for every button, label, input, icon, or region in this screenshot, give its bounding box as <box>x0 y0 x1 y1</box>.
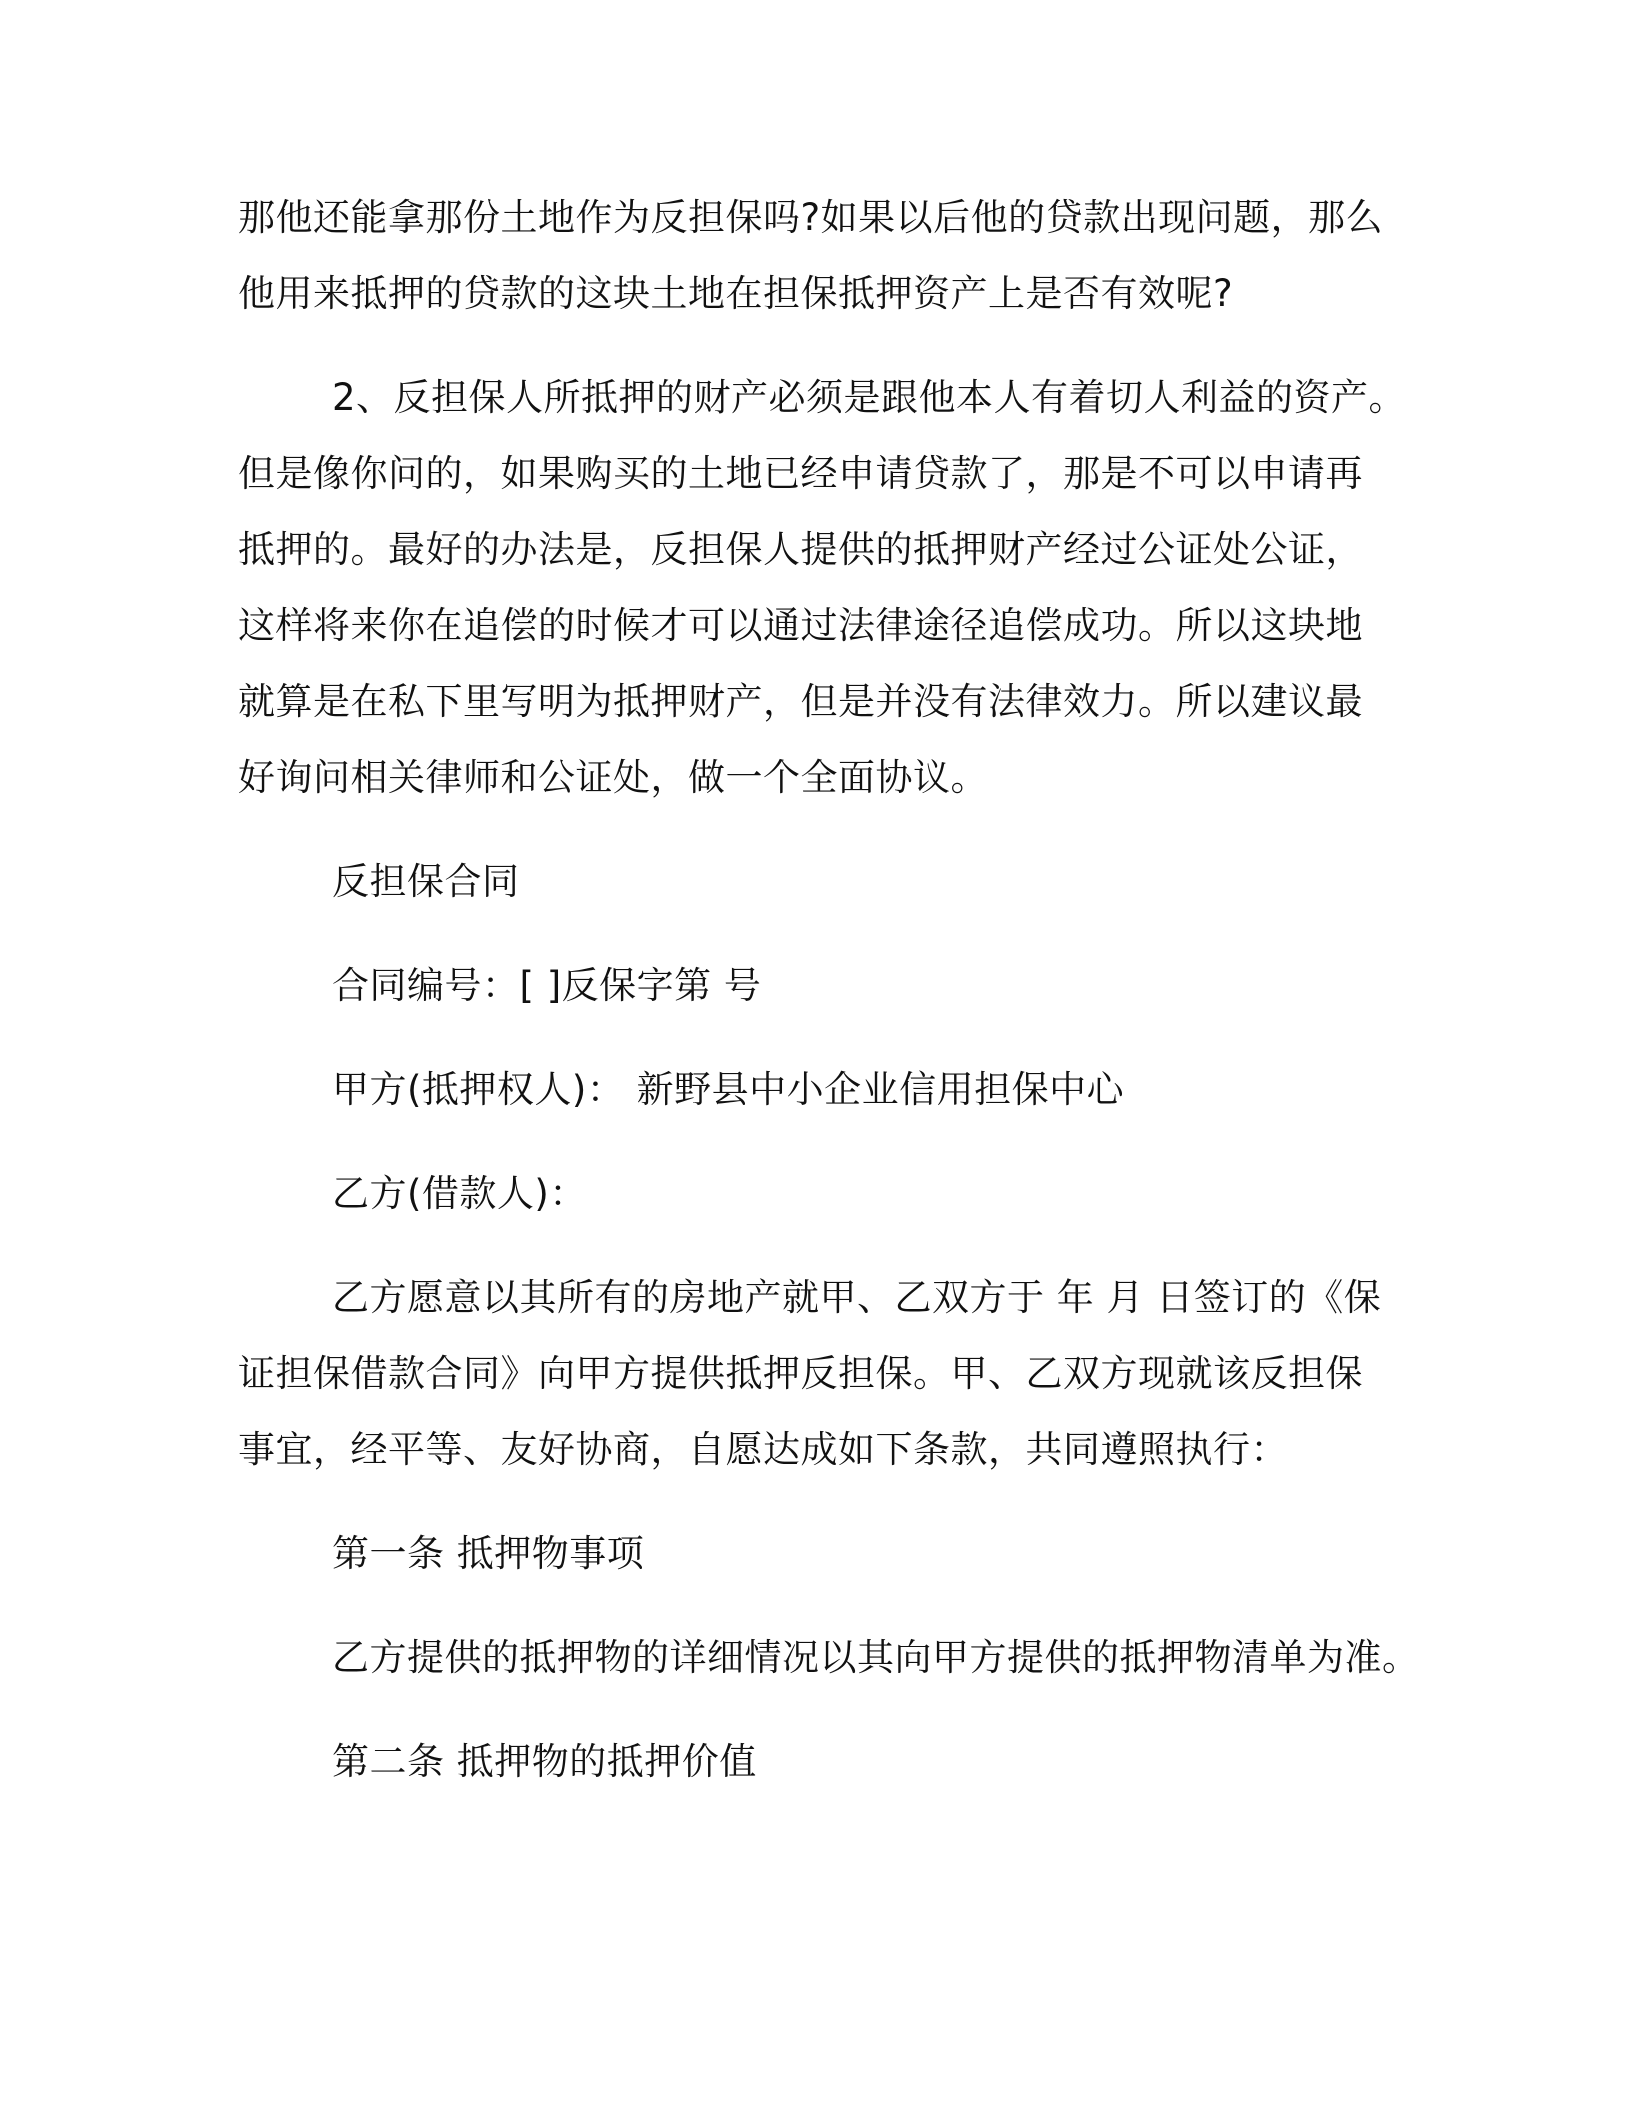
article-2-heading: 第二条 抵押物的抵押价值 <box>332 1740 757 1783</box>
paragraph-2-line-2: 但是像你问的，如果购买的土地已经申请贷款了，那是不可以申请再 <box>238 452 1363 495</box>
article-1-heading: 第一条 抵押物事项 <box>332 1532 645 1575</box>
party-a: 甲方(抵押权人)： 新野县中小企业信用担保中心 <box>332 1068 1125 1111</box>
paragraph-2-line-3: 抵押的。最好的办法是，反担保人提供的抵押财产经过公证处公证， <box>238 528 1363 571</box>
paragraph-3-line-1: 乙方愿意以其所有的房地产就甲、乙双方于 年 月 日签订的《保 <box>332 1276 1382 1319</box>
paragraph-2-line-4: 这样将来你在追偿的时候才可以通过法律途径追偿成功。所以这块地 <box>238 604 1363 647</box>
paragraph-3-line-3: 事宜，经平等、友好协商，自愿达成如下条款，共同遵照执行： <box>238 1428 1288 1471</box>
article-1-text: 乙方提供的抵押物的详细情况以其向甲方提供的抵押物清单为准。 <box>332 1636 1420 1679</box>
party-b: 乙方(借款人)： <box>332 1172 587 1215</box>
paragraph-2-line-1: 2、反担保人所抵押的财产必须是跟他本人有着切人利益的资产。 <box>332 376 1407 419</box>
paragraph-2-line-6: 好询问相关律师和公证处，做一个全面协议。 <box>238 756 988 799</box>
paragraph-2-line-5: 就算是在私下里写明为抵押财产，但是并没有法律效力。所以建议最 <box>238 680 1363 723</box>
paragraph-1-line-1: 那他还能拿那份土地作为反担保吗?如果以后他的贷款出现问题，那么 <box>238 196 1384 239</box>
paragraph-1-line-2: 他用来抵押的贷款的这块土地在担保抵押资产上是否有效呢? <box>238 272 1234 315</box>
contract-number: 合同编号：[ ]反保字第 号 <box>332 964 762 1007</box>
paragraph-3-line-2: 证担保借款合同》向甲方提供抵押反担保。甲、乙双方现就该反担保 <box>238 1352 1363 1395</box>
contract-title: 反担保合同 <box>332 860 520 903</box>
